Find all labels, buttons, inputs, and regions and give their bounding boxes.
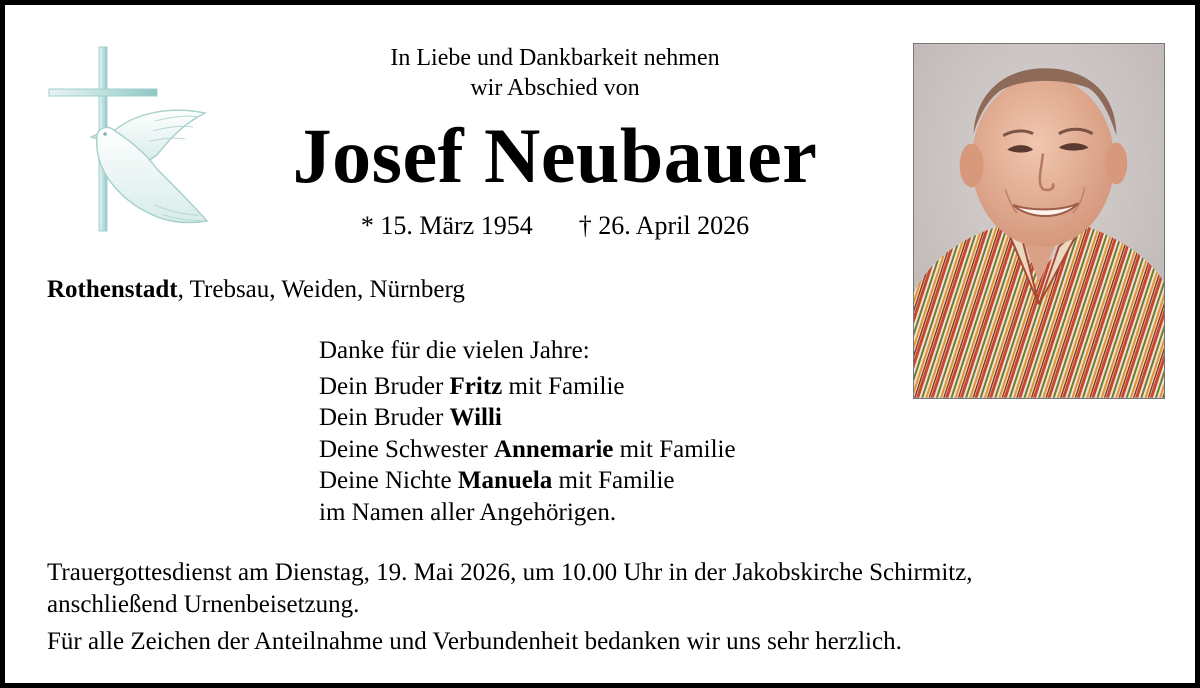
mourner-relation: Dein Bruder xyxy=(319,372,450,400)
mourner-name: Fritz xyxy=(449,372,503,400)
mourner-suffix: mit Familie xyxy=(552,467,675,494)
mourner-relation: Deine Schwester xyxy=(319,435,494,463)
mourner-line xyxy=(319,434,736,466)
service-info xyxy=(47,557,1167,621)
mourner-name: Willi xyxy=(449,404,502,431)
birth-date: * 15. März 1954 xyxy=(360,211,533,240)
mourner-suffix: mit Familie xyxy=(502,372,625,400)
mourner-line xyxy=(319,402,736,434)
closing-text: Für alle Zeichen der Anteilnahme und Verbundenheit bedanken wir uns sehr herzlich. xyxy=(47,628,902,655)
thanks-heading: Danke für die vielen Jahre: xyxy=(319,337,590,364)
mourner-line xyxy=(319,465,736,497)
mourner-relation: Deine Nichte xyxy=(319,467,458,494)
portrait-image xyxy=(914,44,1164,398)
death-date: † 26. April 2026 xyxy=(578,211,750,240)
primary-place: Rothenstadt xyxy=(47,276,178,303)
intro-line-1: In Liebe und Dankbarkeit nehmen xyxy=(390,45,720,71)
life-dates xyxy=(305,209,805,243)
mourner-relation: Dein Bruder xyxy=(319,404,450,431)
places-line xyxy=(47,273,465,307)
cross-with-dove-icon xyxy=(45,45,215,235)
deceased-name: Josef Neubauer xyxy=(292,112,818,199)
other-places: , Trebsau, Weiden, Nürnberg xyxy=(177,276,465,303)
mourner-name: Annemarie xyxy=(493,435,614,463)
mourner-line xyxy=(319,371,736,403)
intro-text xyxy=(305,43,805,103)
portrait-photo xyxy=(913,43,1165,399)
mourner-name: Manuela xyxy=(457,467,553,494)
service-line-1: Trauergottesdienst am Dienstag, 19. Mai 2026, um 10.00 Uhr in der Jakobskirche Schirmitz, xyxy=(47,559,973,586)
service-line-2: anschließend Urnenbeisetzung. xyxy=(47,591,360,618)
thanks-closing: im Namen aller Angehörigen. xyxy=(319,498,617,526)
mourner-suffix: mit Familie xyxy=(613,435,736,463)
thanks-section xyxy=(319,335,736,528)
intro-line-2: wir Abschied von xyxy=(470,75,640,101)
